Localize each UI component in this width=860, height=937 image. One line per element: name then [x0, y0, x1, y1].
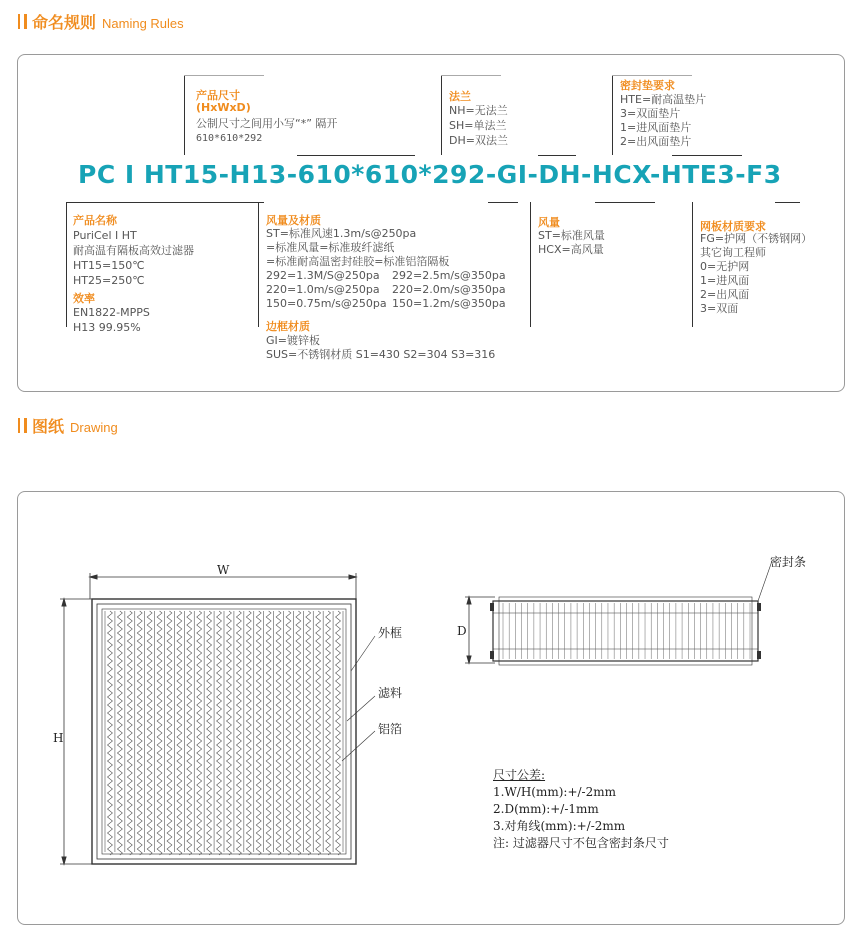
product-title: 产品名称 [73, 214, 117, 227]
tolerance-line-3: 3.对角线(mm):+/-2mm [493, 819, 626, 833]
flange-line-3: DH=双法兰 [449, 134, 508, 147]
section-title-cn: 命名规则 [32, 13, 97, 32]
pleat-media [256, 611, 261, 855]
airflow-title: 风量及材质 [266, 214, 321, 227]
frame-title: 边框材质 [266, 320, 310, 333]
product-line-2: 耐高温有隔板高效过滤器 [73, 244, 194, 257]
dim-d-label: D [457, 624, 467, 638]
section-title-en: Drawing [70, 420, 118, 435]
mesh-title: 网板材质要求 [700, 220, 766, 233]
efficiency-line-2: H13 99.95% [73, 321, 141, 334]
section-header-naming [18, 10, 184, 33]
pleat-media [187, 611, 192, 855]
airflow-table-r3-c1: 150=0.75m/s@250pa [266, 297, 387, 310]
pleat-media [207, 611, 212, 855]
flange-line-1: NH=无法兰 [449, 104, 508, 117]
pleat-media [336, 611, 341, 855]
pleat-media [177, 611, 182, 855]
pleat-media [246, 611, 251, 855]
label-seal: 密封条 [770, 555, 807, 569]
mesh-line-2: 其它询工程师 [700, 246, 766, 259]
pleat-media [167, 611, 172, 855]
filter-drawing [17, 491, 843, 923]
mesh-line-3: 0=无护网 [700, 260, 750, 273]
pleat-media [197, 611, 202, 855]
gasket-line-3: 1=进风面垫片 [620, 121, 692, 134]
pleat-media [316, 611, 321, 855]
airflow-table-r3-c2: 150=1.2m/s@350pa [392, 297, 506, 310]
pleat-media [147, 611, 152, 855]
label-foil: 铝箔 [378, 722, 403, 736]
size-line-1: 公制尺寸之间用小写“*” 隔开 [196, 117, 338, 130]
tolerance-title: 尺寸公差: [493, 768, 546, 782]
mesh-line-1: FG=护网（不锈钢网） [700, 232, 813, 245]
mesh-line-6: 3=双面 [700, 302, 739, 315]
airflow-table-r2-c1: 220=1.0m/s@250pa [266, 283, 380, 296]
pleat-media [236, 611, 241, 855]
pleat-media [266, 611, 271, 855]
side-view [465, 561, 772, 665]
gasket-title: 密封垫要求 [620, 79, 675, 92]
dim-w-label: W [217, 563, 230, 577]
airflow-table-r2-c2: 220=2.0m/s@350pa [392, 283, 506, 296]
product-code: PC I HT15-H13-610*610*292-GI-DH-HCX-HTE3-F3 [78, 160, 782, 189]
pleat-media [107, 611, 112, 855]
section-bar-icon [18, 418, 27, 433]
efficiency-title: 效率 [73, 292, 95, 305]
mesh-line-4: 1=进风面 [700, 274, 750, 287]
airflow-line-1: ST=标准风速1.3m/s@250pa [266, 227, 417, 240]
gasket-line-2: 3=双面垫片 [620, 107, 681, 120]
section-header-drawing [18, 414, 118, 437]
airvolume-line-1: ST=标准风量 [538, 229, 605, 242]
size-sub: (HxWxD) [196, 101, 251, 114]
pleat-media [226, 611, 231, 855]
pleat-media [276, 611, 281, 855]
section-title-cn: 图纸 [32, 417, 65, 436]
gasket-line-4: 2=出风面垫片 [620, 135, 692, 148]
flange-line-2: SH=单法兰 [449, 119, 507, 132]
pleat-media [157, 611, 162, 855]
airflow-line-3: =标准耐高温密封硅胶=标准铝箔隔板 [266, 255, 450, 268]
label-frame: 外框 [378, 626, 403, 640]
pleat-media [286, 611, 291, 855]
airvolume-title: 风量 [538, 216, 560, 229]
section-bar-icon [18, 14, 27, 29]
pleat-media [326, 611, 331, 855]
label-media: 滤料 [378, 686, 403, 700]
size-line-2: 610*610*292 [196, 133, 263, 144]
tolerance-line-1: 1.W/H(mm):+/-2mm [493, 785, 616, 799]
airvolume-line-2: HCX=高风量 [538, 243, 604, 256]
pleat-media [127, 611, 132, 855]
mesh-line-5: 2=出风面 [700, 288, 750, 301]
pleat-media [117, 611, 122, 855]
product-line-4: HT25=250℃ [73, 274, 145, 287]
frame-line-1: GI=镀锌板 [266, 334, 320, 347]
flange-title: 法兰 [449, 90, 471, 103]
product-line-1: PuriCel I HT [73, 229, 137, 242]
front-view [60, 573, 375, 864]
airflow-table-r1-c2: 292=2.5m/s@350pa [392, 269, 506, 282]
airflow-line-2: =标准风量=标准玻纤滤纸 [266, 241, 395, 254]
pleat-media [296, 611, 301, 855]
section-title-en: Naming Rules [102, 16, 184, 31]
pleat-media [137, 611, 142, 855]
pleat-media [306, 611, 311, 855]
tolerance-line-2: 2.D(mm):+/-1mm [493, 802, 599, 816]
frame-line-2: SUS=不锈钢材质 S1=430 S2=304 S3=316 [266, 348, 496, 361]
efficiency-line-1: EN1822-MPPS [73, 306, 150, 319]
gasket-line-1: HTE=耐高温垫片 [620, 93, 707, 106]
size-title: 产品尺寸 [196, 89, 240, 102]
product-line-3: HT15=150℃ [73, 259, 145, 272]
pleat-media [217, 611, 222, 855]
tolerance-note: 注: 过滤器尺寸不包含密封条尺寸 [493, 836, 669, 850]
airflow-table-r1-c1: 292=1.3M/S@250pa [266, 269, 380, 282]
dim-h-label: H [53, 731, 64, 745]
